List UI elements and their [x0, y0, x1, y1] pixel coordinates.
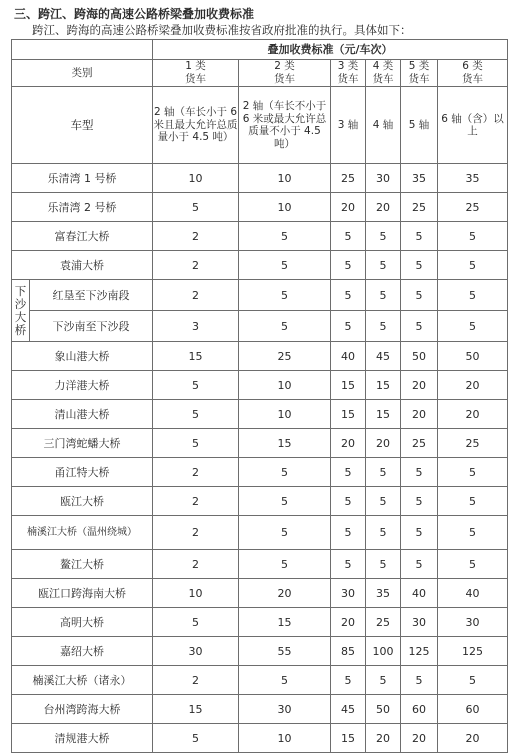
fee-cell: 5 [366, 458, 401, 487]
bridge-name: 象山港大桥 [12, 342, 153, 371]
fee-cell: 5 [331, 487, 366, 516]
class-name: 2 类 [274, 60, 295, 72]
intro-text: 跨江、跨海的高速公路桥梁叠加收费标准按省政府批准的执行。具体如下： [32, 23, 412, 37]
class-header-3 [331, 60, 366, 87]
fee-cell: 40 [401, 579, 438, 608]
fee-cell: 25 [401, 193, 438, 222]
fee-cell: 2 [153, 458, 239, 487]
section-heading: 三、跨江、跨海的高速公路桥梁叠加收费标准 [14, 7, 255, 21]
fee-cell: 2 [153, 222, 239, 251]
fee-cell: 5 [438, 666, 508, 695]
fee-cell: 5 [239, 666, 331, 695]
bridge-name: 富春江大桥 [12, 222, 153, 251]
fee-cell: 15 [331, 400, 366, 429]
fee-cell: 10 [239, 371, 331, 400]
fee-cell: 5 [153, 724, 239, 753]
fee-cell: 30 [401, 608, 438, 637]
fee-cell: 20 [366, 193, 401, 222]
fee-cell: 35 [366, 579, 401, 608]
table-row [12, 666, 508, 695]
fee-cell: 25 [438, 429, 508, 458]
bridge-name: 楠溪江大桥（温州绕城） [12, 516, 153, 550]
table-row [12, 637, 508, 666]
fee-cell: 5 [438, 280, 508, 311]
class-sub: 货车 [185, 73, 206, 85]
fee-cell: 20 [438, 724, 508, 753]
title-spacer-cell [12, 40, 153, 60]
fee-cell: 15 [153, 342, 239, 371]
bridge-name: 嘉绍大桥 [12, 637, 153, 666]
bridge-name: 台州湾跨海大桥 [12, 695, 153, 724]
table-row [12, 608, 508, 637]
bridge-name: 袁浦大桥 [12, 251, 153, 280]
fee-cell: 5 [366, 280, 401, 311]
fee-cell: 3 [153, 311, 239, 342]
fee-cell: 15 [366, 400, 401, 429]
table-row [12, 458, 508, 487]
fee-cell: 85 [331, 637, 366, 666]
fee-cell: 20 [366, 724, 401, 753]
fee-cell: 5 [366, 666, 401, 695]
fee-cell: 100 [366, 637, 401, 666]
table-row [12, 400, 508, 429]
fee-cell: 10 [239, 193, 331, 222]
fee-cell: 25 [366, 608, 401, 637]
fee-cell: 5 [366, 516, 401, 550]
bridge-name: 楠溪江大桥（诸永） [12, 666, 153, 695]
class-desc-1: 2 轴（车长小于 6 米且最大允许总质量小于 4.5 吨） [153, 87, 239, 164]
fee-cell: 5 [366, 311, 401, 342]
fee-cell: 35 [438, 164, 508, 193]
fee-cell: 5 [153, 608, 239, 637]
fee-cell: 45 [366, 342, 401, 371]
fee-cell: 5 [401, 516, 438, 550]
fee-cell: 45 [331, 695, 366, 724]
class-header-1 [153, 60, 239, 87]
fee-cell: 125 [438, 637, 508, 666]
fee-cell: 5 [239, 458, 331, 487]
class-header-5 [401, 60, 438, 87]
fee-cell: 15 [239, 429, 331, 458]
fee-cell: 50 [401, 342, 438, 371]
bridge-name: 鳌江大桥 [12, 550, 153, 579]
table-row [12, 164, 508, 193]
fee-cell: 5 [239, 550, 331, 579]
table-row [12, 193, 508, 222]
bridge-name: 高明大桥 [12, 608, 153, 637]
fee-cell: 5 [366, 251, 401, 280]
table-row [12, 550, 508, 579]
fee-cell: 5 [401, 280, 438, 311]
bridge-name: 红垦至下沙南段 [30, 280, 153, 311]
fee-cell: 30 [438, 608, 508, 637]
class-sub: 货车 [372, 73, 394, 85]
class-name: 5 类 [408, 60, 430, 72]
fee-cell: 10 [239, 724, 331, 753]
fee-cell: 5 [438, 222, 508, 251]
table-row [12, 487, 508, 516]
class-header-row [12, 60, 508, 87]
fee-cell: 5 [153, 371, 239, 400]
table-row [12, 516, 508, 550]
category-label: 类别 [12, 60, 153, 87]
fee-cell: 10 [239, 164, 331, 193]
fee-cell: 25 [331, 164, 366, 193]
fee-cell: 20 [401, 724, 438, 753]
bridge-name: 力洋港大桥 [12, 371, 153, 400]
table-title: 叠加收费标准（元/车次） [153, 40, 508, 60]
class-name: 1 类 [185, 60, 206, 72]
fee-cell: 5 [239, 251, 331, 280]
table-title-row [12, 40, 508, 60]
class-header-6 [438, 60, 508, 87]
fee-cell: 15 [331, 724, 366, 753]
class-desc-6: 6 轴（含）以上 [438, 87, 508, 164]
fee-cell: 5 [153, 429, 239, 458]
fee-cell: 10 [153, 164, 239, 193]
fee-cell: 35 [401, 164, 438, 193]
fee-cell: 5 [401, 222, 438, 251]
vehicle-type-label: 车型 [12, 87, 153, 164]
table-row [12, 724, 508, 753]
fee-cell: 5 [331, 251, 366, 280]
fee-cell: 5 [239, 487, 331, 516]
table-row [12, 311, 508, 342]
bridge-name: 瓯江口跨海南大桥 [12, 579, 153, 608]
fee-cell: 20 [239, 579, 331, 608]
table-row [12, 280, 508, 311]
class-sub: 货车 [408, 73, 430, 85]
fee-cell: 5 [438, 311, 508, 342]
vehicle-type-row [12, 87, 508, 164]
fee-cell: 15 [366, 371, 401, 400]
fee-cell: 30 [239, 695, 331, 724]
fee-cell: 25 [239, 342, 331, 371]
fee-cell: 5 [331, 222, 366, 251]
class-desc-3: 3 轴 [331, 87, 366, 164]
fee-cell: 20 [401, 371, 438, 400]
class-sub: 货车 [462, 73, 484, 85]
fee-cell: 5 [401, 251, 438, 280]
fee-cell: 5 [438, 516, 508, 550]
fee-cell: 2 [153, 251, 239, 280]
fee-cell: 10 [153, 579, 239, 608]
fee-cell: 5 [438, 487, 508, 516]
fee-cell: 25 [438, 193, 508, 222]
class-desc-4: 4 轴 [366, 87, 401, 164]
fee-cell: 5 [438, 550, 508, 579]
fee-cell: 5 [438, 458, 508, 487]
fee-cell: 20 [366, 429, 401, 458]
fee-cell: 5 [366, 550, 401, 579]
fee-cell: 5 [239, 311, 331, 342]
fee-cell: 5 [401, 458, 438, 487]
class-sub: 货车 [337, 73, 359, 85]
fee-cell: 5 [331, 311, 366, 342]
class-sub: 货车 [274, 73, 295, 85]
fee-cell: 50 [438, 342, 508, 371]
fee-cell: 20 [438, 400, 508, 429]
bridge-name: 三门湾蛇蟠大桥 [12, 429, 153, 458]
table-row [12, 222, 508, 251]
class-header-2 [239, 60, 331, 87]
bridge-name: 下沙南至下沙段 [30, 311, 153, 342]
class-name: 6 类 [462, 60, 483, 72]
class-name: 4 类 [372, 60, 394, 72]
fee-cell: 5 [239, 280, 331, 311]
class-desc-2: 2 轴（车长不小于 6 米或最大允许总质量不小于 4.5 吨） [239, 87, 331, 164]
fee-cell: 5 [331, 458, 366, 487]
fee-cell: 5 [239, 222, 331, 251]
fee-cell: 5 [401, 550, 438, 579]
fee-cell: 55 [239, 637, 331, 666]
fee-cell: 20 [438, 371, 508, 400]
bridge-name: 清山港大桥 [12, 400, 153, 429]
fee-cell: 20 [331, 608, 366, 637]
fee-cell: 5 [366, 222, 401, 251]
fee-cell: 5 [331, 280, 366, 311]
bridge-name: 甬江特大桥 [12, 458, 153, 487]
fee-cell: 5 [438, 251, 508, 280]
fee-cell: 10 [239, 400, 331, 429]
fee-cell: 50 [366, 695, 401, 724]
fee-cell: 2 [153, 550, 239, 579]
bridge-name: 乐清湾 1 号桥 [12, 164, 153, 193]
fee-cell: 2 [153, 280, 239, 311]
fee-cell: 40 [331, 342, 366, 371]
group-label: 下沙大桥 [12, 280, 30, 342]
table-row [12, 251, 508, 280]
fee-cell: 60 [401, 695, 438, 724]
bridge-name: 瓯江大桥 [12, 487, 153, 516]
fee-cell: 5 [366, 487, 401, 516]
class-desc-5: 5 轴 [401, 87, 438, 164]
bridge-name: 乐清湾 2 号桥 [12, 193, 153, 222]
fee-cell: 25 [401, 429, 438, 458]
fee-cell: 5 [331, 516, 366, 550]
fee-cell: 15 [331, 371, 366, 400]
fee-cell: 20 [401, 400, 438, 429]
fee-cell: 20 [331, 193, 366, 222]
fee-cell: 5 [331, 550, 366, 579]
fee-cell: 2 [153, 666, 239, 695]
fee-cell: 5 [331, 666, 366, 695]
fee-cell: 125 [401, 637, 438, 666]
fee-cell: 5 [401, 487, 438, 516]
fee-cell: 30 [331, 579, 366, 608]
fee-cell: 5 [239, 516, 331, 550]
fee-cell: 40 [438, 579, 508, 608]
bridge-name: 清规港大桥 [12, 724, 153, 753]
fee-cell: 5 [153, 400, 239, 429]
table-row [12, 342, 508, 371]
fee-cell: 5 [401, 666, 438, 695]
table-row [12, 695, 508, 724]
table-row [12, 429, 508, 458]
fee-cell: 5 [401, 311, 438, 342]
fee-cell: 15 [153, 695, 239, 724]
fee-table-body [12, 40, 508, 753]
fee-cell: 2 [153, 516, 239, 550]
fee-cell: 30 [153, 637, 239, 666]
fee-cell: 60 [438, 695, 508, 724]
fee-table [11, 39, 508, 753]
table-row [12, 371, 508, 400]
fee-cell: 15 [239, 608, 331, 637]
fee-cell: 20 [331, 429, 366, 458]
class-name: 3 类 [337, 60, 359, 72]
fee-cell: 2 [153, 487, 239, 516]
fee-cell: 5 [153, 193, 239, 222]
table-row [12, 579, 508, 608]
class-header-4 [366, 60, 401, 87]
fee-cell: 30 [366, 164, 401, 193]
